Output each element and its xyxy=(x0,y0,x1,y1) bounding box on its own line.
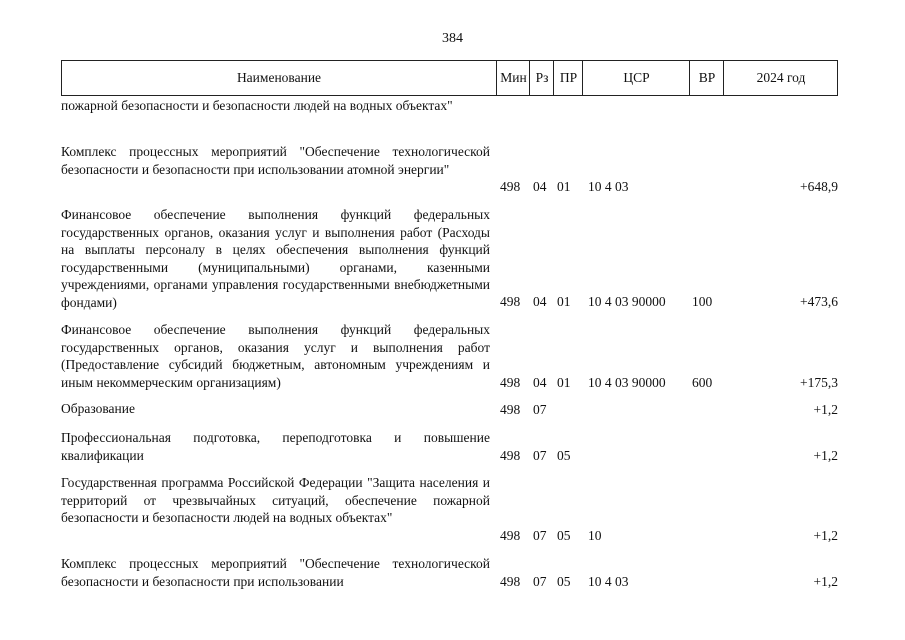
header-csr: ЦСР xyxy=(582,61,690,95)
row-pr: 05 xyxy=(557,573,571,589)
row-min: 498 xyxy=(500,401,521,417)
row-name: пожарной безопасности и безопасности людей на водных объектах" xyxy=(61,98,453,113)
row-name: Комплекс процессных мероприятий "Обеспечение технологической безопасности и безопасности при использовании атомной энергии" xyxy=(61,144,490,177)
row-pr: 01 xyxy=(557,178,571,194)
page-number: 384 xyxy=(442,31,463,46)
row-rz: 07 xyxy=(533,573,547,589)
header-vr: ВР xyxy=(689,61,724,95)
row-rz: 04 xyxy=(533,178,547,194)
row-rz: 04 xyxy=(533,374,547,390)
table-row xyxy=(0,474,905,544)
row-name: Профессиональная подготовка, переподготовка и повышение квалификации xyxy=(61,430,490,463)
row-name: Комплекс процессных мероприятий "Обеспечение технологической безопасности и безопасности при использовании xyxy=(61,556,490,589)
row-pr: 05 xyxy=(557,447,571,463)
row-amount: +175,3 xyxy=(800,374,838,390)
row-rz: 04 xyxy=(533,293,547,309)
row-amount: +473,6 xyxy=(800,293,838,309)
table-row xyxy=(0,206,905,310)
row-rz: 07 xyxy=(533,527,547,543)
row-name: Финансовое обеспечение выполнения функций федеральных государственных органов, оказания услуг и выполнения работ (Расходы на выплаты персоналу в целях обеспечения выполнения функций государственными (муниципальными) органами, казенными учреждениями, органами управления государственными внебюджетными фондами) xyxy=(61,207,490,310)
row-csr: 10 4 03 xyxy=(588,178,629,194)
row-name: Финансовое обеспечение выполнения функций федеральных государственных органов, оказания услуг и выполнения работ (Предоставление субсидий бюджетным, автономным учреждениям и иным некоммерческим организациям) xyxy=(61,322,490,390)
header-year: 2024 год xyxy=(723,61,838,95)
header-pr: ПР xyxy=(553,61,583,95)
row-amount: +1,2 xyxy=(813,527,838,543)
row-csr: 10 4 03 90000 xyxy=(588,293,666,309)
row-pr: 05 xyxy=(557,527,571,543)
row-csr: 10 xyxy=(588,527,602,543)
table-row xyxy=(0,97,905,132)
row-min: 498 xyxy=(500,374,521,390)
header-name: Наименование xyxy=(236,70,322,85)
row-rz: 07 xyxy=(533,401,547,417)
row-pr: 01 xyxy=(557,293,571,309)
row-name: Образование xyxy=(61,401,135,416)
row-vr: 100 xyxy=(692,293,713,309)
row-amount: +1,2 xyxy=(813,447,838,463)
row-csr: 10 4 03 90000 xyxy=(588,374,666,390)
table-row xyxy=(0,321,905,391)
table-row xyxy=(0,555,905,590)
row-min: 498 xyxy=(500,447,521,463)
row-amount: +1,2 xyxy=(813,401,838,417)
row-amount: +1,2 xyxy=(813,573,838,589)
row-min: 498 xyxy=(500,527,521,543)
table-row xyxy=(0,400,905,418)
row-vr: 600 xyxy=(692,374,713,390)
header-min: Мин xyxy=(496,61,530,95)
row-csr: 10 4 03 xyxy=(588,573,629,589)
row-min: 498 xyxy=(500,178,521,194)
row-min: 498 xyxy=(500,293,521,309)
row-rz: 07 xyxy=(533,447,547,463)
row-name: Государственная программа Российской Федерации "Защита населения и территорий от чрезвычайных ситуаций, обеспечение пожарной безопасности и безопасности людей на водных объектах" xyxy=(61,475,490,525)
row-pr: 01 xyxy=(557,374,571,390)
row-amount: +648,9 xyxy=(800,178,838,194)
header-rz: Рз xyxy=(529,61,554,95)
table-header xyxy=(61,60,838,96)
table-row xyxy=(0,143,905,195)
row-min: 498 xyxy=(500,573,521,589)
table-row xyxy=(0,429,905,464)
